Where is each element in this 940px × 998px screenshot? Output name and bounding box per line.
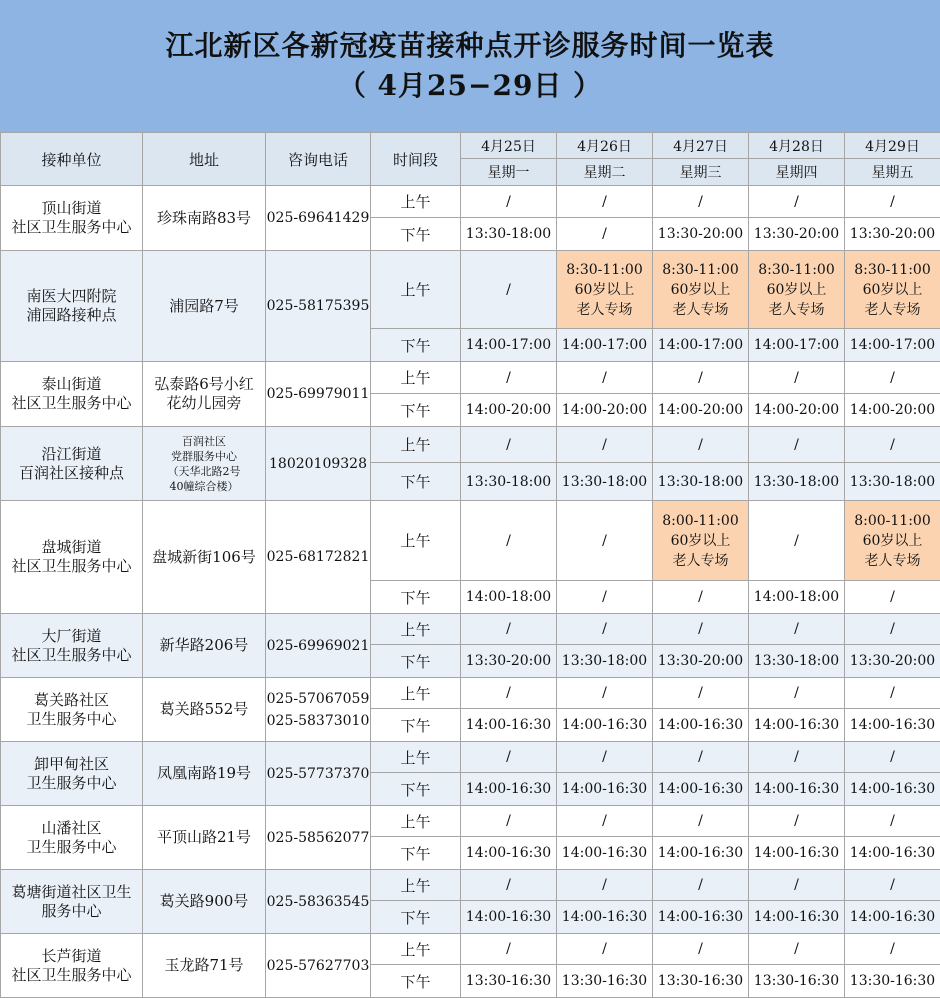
slot-am: / <box>749 501 845 581</box>
slot-am: / <box>653 934 749 965</box>
site-phone-line: 025-68172821 <box>266 546 370 568</box>
site-phone-line: 025-58363545 <box>266 891 370 913</box>
site-unit-line: 社区卫生服务中心 <box>1 966 142 985</box>
slot-am: / <box>461 186 557 218</box>
site-unit-line: 社区卫生服务中心 <box>1 557 142 576</box>
site-unit-line: 浦园路接种点 <box>1 306 142 325</box>
site-phone-line: 025-58373010 <box>266 710 370 732</box>
slot-am: / <box>845 362 940 394</box>
slot-pm: 14:00-17:00 <box>461 329 557 362</box>
slot-pm: 14:00-16:30 <box>557 901 653 934</box>
site-unit-line: 顶山街道 <box>1 199 142 218</box>
site-unit-line: 社区卫生服务中心 <box>1 646 142 665</box>
schedule-body <box>1 186 940 998</box>
slot-am: / <box>461 742 557 773</box>
site-unit-line: 卫生服务中心 <box>1 774 142 793</box>
slot-pm: 14:00-18:00 <box>461 581 557 614</box>
slot-am: / <box>845 427 940 463</box>
slot-pm: / <box>557 581 653 614</box>
slot-pm: 14:00-16:30 <box>845 709 940 742</box>
site-unit-line: 百润社区接种点 <box>1 464 142 483</box>
slot-am-special <box>845 251 940 329</box>
site-unit-cell <box>1 678 143 742</box>
site-unit-line: 南医大四附院 <box>1 287 142 306</box>
site-unit-line: 盘城街道 <box>1 538 142 557</box>
site-unit-cell <box>1 742 143 806</box>
slot-elder-note: 老人专场 <box>557 300 652 320</box>
site-phone-cell <box>266 501 371 614</box>
site-unit-line: 卫生服务中心 <box>1 838 142 857</box>
slot-pm: 14:00-16:30 <box>557 837 653 870</box>
slot-pm: 14:00-16:30 <box>749 901 845 934</box>
slot-am: / <box>653 614 749 645</box>
slot-pm: 14:00-20:00 <box>845 394 940 427</box>
site-address-line: 浦园路7号 <box>143 297 265 316</box>
slot-pm: 13:30-18:00 <box>557 645 653 678</box>
slot-age-note: 60岁以上 <box>845 531 940 551</box>
site-phone-cell <box>266 427 371 501</box>
slot-pm: 13:30-18:00 <box>845 463 940 501</box>
site-address-line: 凤凰南路19号 <box>143 764 265 783</box>
site-address-line: 新华路206号 <box>143 636 265 655</box>
site-unit-line: 大厂街道 <box>1 627 142 646</box>
period-am-label: 上午 <box>371 870 461 901</box>
page-subtitle-date-range: （ 4月25−29日 ） <box>338 67 602 105</box>
slot-pm: 14:00-16:30 <box>653 837 749 870</box>
slot-elder-note: 老人专场 <box>749 300 844 320</box>
site-unit-line: 葛塘街道社区卫生 <box>1 883 142 902</box>
table-row-am <box>1 614 940 645</box>
slot-am: / <box>749 362 845 394</box>
slot-am: / <box>461 934 557 965</box>
slot-pm: 14:00-20:00 <box>653 394 749 427</box>
slot-am: / <box>749 742 845 773</box>
page-title: 江北新区各新冠疫苗接种点开诊服务时间一览表 <box>165 27 774 65</box>
slot-elder-note: 老人专场 <box>653 551 748 571</box>
site-address-line: 花幼儿园旁 <box>143 394 265 413</box>
slot-pm: 13:30-16:30 <box>653 965 749 998</box>
site-address-cell <box>143 614 266 678</box>
slot-am: / <box>557 742 653 773</box>
slot-am: / <box>461 614 557 645</box>
site-address-cell <box>143 934 266 998</box>
table-row-am <box>1 362 940 394</box>
site-address-line: 平顶山路21号 <box>143 828 265 847</box>
slot-pm: 13:30-18:00 <box>461 463 557 501</box>
slot-am-special <box>557 251 653 329</box>
slot-pm: 13:30-18:00 <box>749 645 845 678</box>
slot-time: 8:00-11:00 <box>653 511 748 531</box>
site-phone-line: 025-58175395 <box>266 295 370 317</box>
table-row-am <box>1 186 940 218</box>
slot-pm: 13:30-20:00 <box>845 645 940 678</box>
slot-am: / <box>461 251 557 329</box>
slot-pm: 14:00-18:00 <box>749 581 845 614</box>
site-unit-line: 社区卫生服务中心 <box>1 394 142 413</box>
table-row-am <box>1 742 940 773</box>
slot-pm: 13:30-18:00 <box>557 463 653 501</box>
site-address-line: 盘城新街106号 <box>143 548 265 567</box>
site-phone-cell <box>266 614 371 678</box>
header-date: 4月29日 <box>845 133 940 159</box>
slot-am: / <box>557 934 653 965</box>
slot-am: / <box>653 186 749 218</box>
slot-pm: 14:00-16:30 <box>557 773 653 806</box>
slot-pm: 14:00-16:30 <box>749 709 845 742</box>
slot-am: / <box>749 614 845 645</box>
slot-pm: 14:00-17:00 <box>845 329 940 362</box>
slot-pm: 14:00-20:00 <box>461 394 557 427</box>
site-address-cell <box>143 870 266 934</box>
site-phone-line: 025-57737370 <box>266 763 370 785</box>
header-unit: 接种单位 <box>1 133 143 186</box>
slot-am-special <box>653 251 749 329</box>
slot-pm: 14:00-20:00 <box>749 394 845 427</box>
slot-time: 8:00-11:00 <box>845 511 940 531</box>
slot-age-note: 60岁以上 <box>653 280 748 300</box>
slot-am-special <box>653 501 749 581</box>
site-address-cell <box>143 742 266 806</box>
period-am-label: 上午 <box>371 251 461 329</box>
site-unit-cell <box>1 251 143 362</box>
slot-pm: 14:00-17:00 <box>749 329 845 362</box>
site-unit-cell <box>1 362 143 427</box>
slot-pm: 13:30-20:00 <box>653 645 749 678</box>
period-am-label: 上午 <box>371 362 461 394</box>
table-row-am <box>1 934 940 965</box>
slot-am: / <box>557 806 653 837</box>
period-pm-label: 下午 <box>371 901 461 934</box>
header-weekday: 星期四 <box>749 159 845 186</box>
slot-pm: 13:30-16:30 <box>557 965 653 998</box>
slot-pm: 14:00-16:30 <box>653 901 749 934</box>
slot-elder-note: 老人专场 <box>845 300 940 320</box>
site-unit-cell <box>1 427 143 501</box>
slot-am: / <box>845 186 940 218</box>
site-phone-cell <box>266 742 371 806</box>
slot-am: / <box>653 427 749 463</box>
slot-pm: 14:00-17:00 <box>653 329 749 362</box>
period-pm-label: 下午 <box>371 329 461 362</box>
header-weekday: 星期三 <box>653 159 749 186</box>
site-unit-line: 社区卫生服务中心 <box>1 218 142 237</box>
site-address-line: 珍珠南路83号 <box>143 209 265 228</box>
site-address-line: 党群服务中心 <box>143 449 265 464</box>
site-phone-cell <box>266 251 371 362</box>
slot-pm: 13:30-16:30 <box>845 965 940 998</box>
slot-pm: 13:30-16:30 <box>749 965 845 998</box>
period-pm-label: 下午 <box>371 709 461 742</box>
slot-pm: 13:30-18:00 <box>461 218 557 251</box>
site-address-line: 葛关路900号 <box>143 892 265 911</box>
slot-age-note: 60岁以上 <box>557 280 652 300</box>
slot-am: / <box>557 678 653 709</box>
period-pm-label: 下午 <box>371 463 461 501</box>
slot-pm: 13:30-20:00 <box>653 218 749 251</box>
slot-pm: / <box>557 218 653 251</box>
period-am-label: 上午 <box>371 614 461 645</box>
slot-pm: 14:00-16:30 <box>845 901 940 934</box>
slot-pm: 14:00-20:00 <box>557 394 653 427</box>
period-pm-label: 下午 <box>371 581 461 614</box>
site-unit-line: 服务中心 <box>1 902 142 921</box>
table-row-am <box>1 501 940 581</box>
header-date: 4月26日 <box>557 133 653 159</box>
header-weekday: 星期一 <box>461 159 557 186</box>
slot-elder-note: 老人专场 <box>845 551 940 571</box>
slot-am: / <box>749 427 845 463</box>
slot-pm: 13:30-20:00 <box>845 218 940 251</box>
slot-am: / <box>845 678 940 709</box>
site-phone-cell <box>266 678 371 742</box>
site-address-line: 百润社区 <box>143 434 265 449</box>
slot-am: / <box>557 362 653 394</box>
slot-am: / <box>557 501 653 581</box>
site-phone-line: 025-57067059 <box>266 688 370 710</box>
slot-pm: 13:30-16:30 <box>461 965 557 998</box>
site-phone-cell <box>266 806 371 870</box>
slot-time: 8:30-11:00 <box>557 260 652 280</box>
header-phone: 咨询电话 <box>266 133 371 186</box>
header-weekday: 星期二 <box>557 159 653 186</box>
slot-pm: 14:00-16:30 <box>557 709 653 742</box>
slot-am: / <box>749 870 845 901</box>
slot-am: / <box>845 934 940 965</box>
slot-am: / <box>749 678 845 709</box>
table-row-am <box>1 870 940 901</box>
period-am-label: 上午 <box>371 934 461 965</box>
slot-pm: / <box>845 581 940 614</box>
header-address: 地址 <box>143 133 266 186</box>
slot-pm: 14:00-16:30 <box>749 773 845 806</box>
site-phone-line: 025-69641429 <box>266 207 370 229</box>
site-unit-cell <box>1 614 143 678</box>
slot-am: / <box>557 186 653 218</box>
slot-am: / <box>461 362 557 394</box>
site-unit-line: 卫生服务中心 <box>1 710 142 729</box>
slot-pm: 14:00-16:30 <box>749 837 845 870</box>
period-pm-label: 下午 <box>371 218 461 251</box>
site-address-cell <box>143 501 266 614</box>
site-phone-line: 025-69969021 <box>266 635 370 657</box>
slot-pm: 14:00-16:30 <box>845 837 940 870</box>
site-address-line: 玉龙路71号 <box>143 956 265 975</box>
site-unit-line: 泰山街道 <box>1 375 142 394</box>
site-unit-cell <box>1 501 143 614</box>
slot-elder-note: 老人专场 <box>653 300 748 320</box>
slot-am-special <box>749 251 845 329</box>
site-phone-line: 18020109328 <box>266 453 370 475</box>
slot-pm: 13:30-18:00 <box>653 463 749 501</box>
slot-am: / <box>653 362 749 394</box>
period-am-label: 上午 <box>371 742 461 773</box>
site-phone-line: 025-69979011 <box>266 383 370 405</box>
slot-time: 8:30-11:00 <box>845 260 940 280</box>
slot-am-special <box>845 501 940 581</box>
slot-age-note: 60岁以上 <box>749 280 844 300</box>
site-address-line: 葛关路552号 <box>143 700 265 719</box>
slot-am: / <box>653 742 749 773</box>
slot-pm: 13:30-20:00 <box>461 645 557 678</box>
header-period: 时间段 <box>371 133 461 186</box>
period-am-label: 上午 <box>371 427 461 463</box>
slot-time: 8:30-11:00 <box>653 260 748 280</box>
site-address-cell <box>143 427 266 501</box>
site-unit-cell <box>1 870 143 934</box>
site-address-cell <box>143 362 266 427</box>
site-address-line: 弘泰路6号小红 <box>143 375 265 394</box>
site-address-cell <box>143 678 266 742</box>
slot-am: / <box>461 870 557 901</box>
site-unit-cell <box>1 806 143 870</box>
slot-pm: 14:00-16:30 <box>653 773 749 806</box>
slot-am: / <box>845 806 940 837</box>
slot-pm: 14:00-16:30 <box>461 709 557 742</box>
period-pm-label: 下午 <box>371 837 461 870</box>
slot-am: / <box>557 870 653 901</box>
site-address-line: 40幢综合楼） <box>143 479 265 494</box>
slot-pm: 14:00-16:30 <box>461 837 557 870</box>
site-address-cell <box>143 806 266 870</box>
site-phone-cell <box>266 934 371 998</box>
slot-am: / <box>557 427 653 463</box>
slot-am: / <box>845 870 940 901</box>
table-row-am <box>1 251 940 329</box>
title-banner <box>0 0 940 132</box>
site-unit-cell <box>1 934 143 998</box>
site-unit-line: 沿江街道 <box>1 445 142 464</box>
period-pm-label: 下午 <box>371 645 461 678</box>
site-phone-line: 025-57627703 <box>266 955 370 977</box>
slot-pm: 14:00-16:30 <box>845 773 940 806</box>
slot-am: / <box>749 806 845 837</box>
site-phone-cell <box>266 362 371 427</box>
site-address-line: （天华北路2号 <box>143 464 265 479</box>
slot-am: / <box>461 427 557 463</box>
slot-am: / <box>461 806 557 837</box>
slot-time: 8:30-11:00 <box>749 260 844 280</box>
period-pm-label: 下午 <box>371 773 461 806</box>
site-address-cell <box>143 186 266 251</box>
slot-am: / <box>845 614 940 645</box>
slot-pm: 14:00-16:30 <box>461 773 557 806</box>
slot-age-note: 60岁以上 <box>845 280 940 300</box>
slot-pm: 13:30-20:00 <box>749 218 845 251</box>
slot-am: / <box>461 678 557 709</box>
slot-am: / <box>749 934 845 965</box>
site-unit-line: 山潘社区 <box>1 819 142 838</box>
slot-age-note: 60岁以上 <box>653 531 748 551</box>
site-phone-cell <box>266 870 371 934</box>
period-pm-label: 下午 <box>371 965 461 998</box>
slot-pm: 14:00-17:00 <box>557 329 653 362</box>
period-am-label: 上午 <box>371 186 461 218</box>
period-am-label: 上午 <box>371 806 461 837</box>
table-row-am <box>1 678 940 709</box>
slot-am: / <box>653 806 749 837</box>
slot-am: / <box>557 614 653 645</box>
site-phone-line: 025-58562077 <box>266 827 370 849</box>
site-unit-cell <box>1 186 143 251</box>
site-unit-line: 卸甲甸社区 <box>1 755 142 774</box>
header-weekday: 星期五 <box>845 159 940 186</box>
header-date: 4月25日 <box>461 133 557 159</box>
slot-am: / <box>845 742 940 773</box>
slot-am: / <box>653 678 749 709</box>
site-phone-cell <box>266 186 371 251</box>
site-address-cell <box>143 251 266 362</box>
period-pm-label: 下午 <box>371 394 461 427</box>
period-am-label: 上午 <box>371 678 461 709</box>
slot-pm: 13:30-18:00 <box>749 463 845 501</box>
site-unit-line: 长芦街道 <box>1 947 142 966</box>
slot-pm: 14:00-16:30 <box>461 901 557 934</box>
slot-am: / <box>653 870 749 901</box>
slot-pm: / <box>653 581 749 614</box>
site-unit-line: 葛关路社区 <box>1 691 142 710</box>
header-date: 4月27日 <box>653 133 749 159</box>
slot-am: / <box>749 186 845 218</box>
table-row-am <box>1 427 940 463</box>
period-am-label: 上午 <box>371 501 461 581</box>
slot-am: / <box>461 501 557 581</box>
header-date: 4月28日 <box>749 133 845 159</box>
table-row-am <box>1 806 940 837</box>
slot-pm: 14:00-16:30 <box>653 709 749 742</box>
schedule-table <box>0 132 940 998</box>
